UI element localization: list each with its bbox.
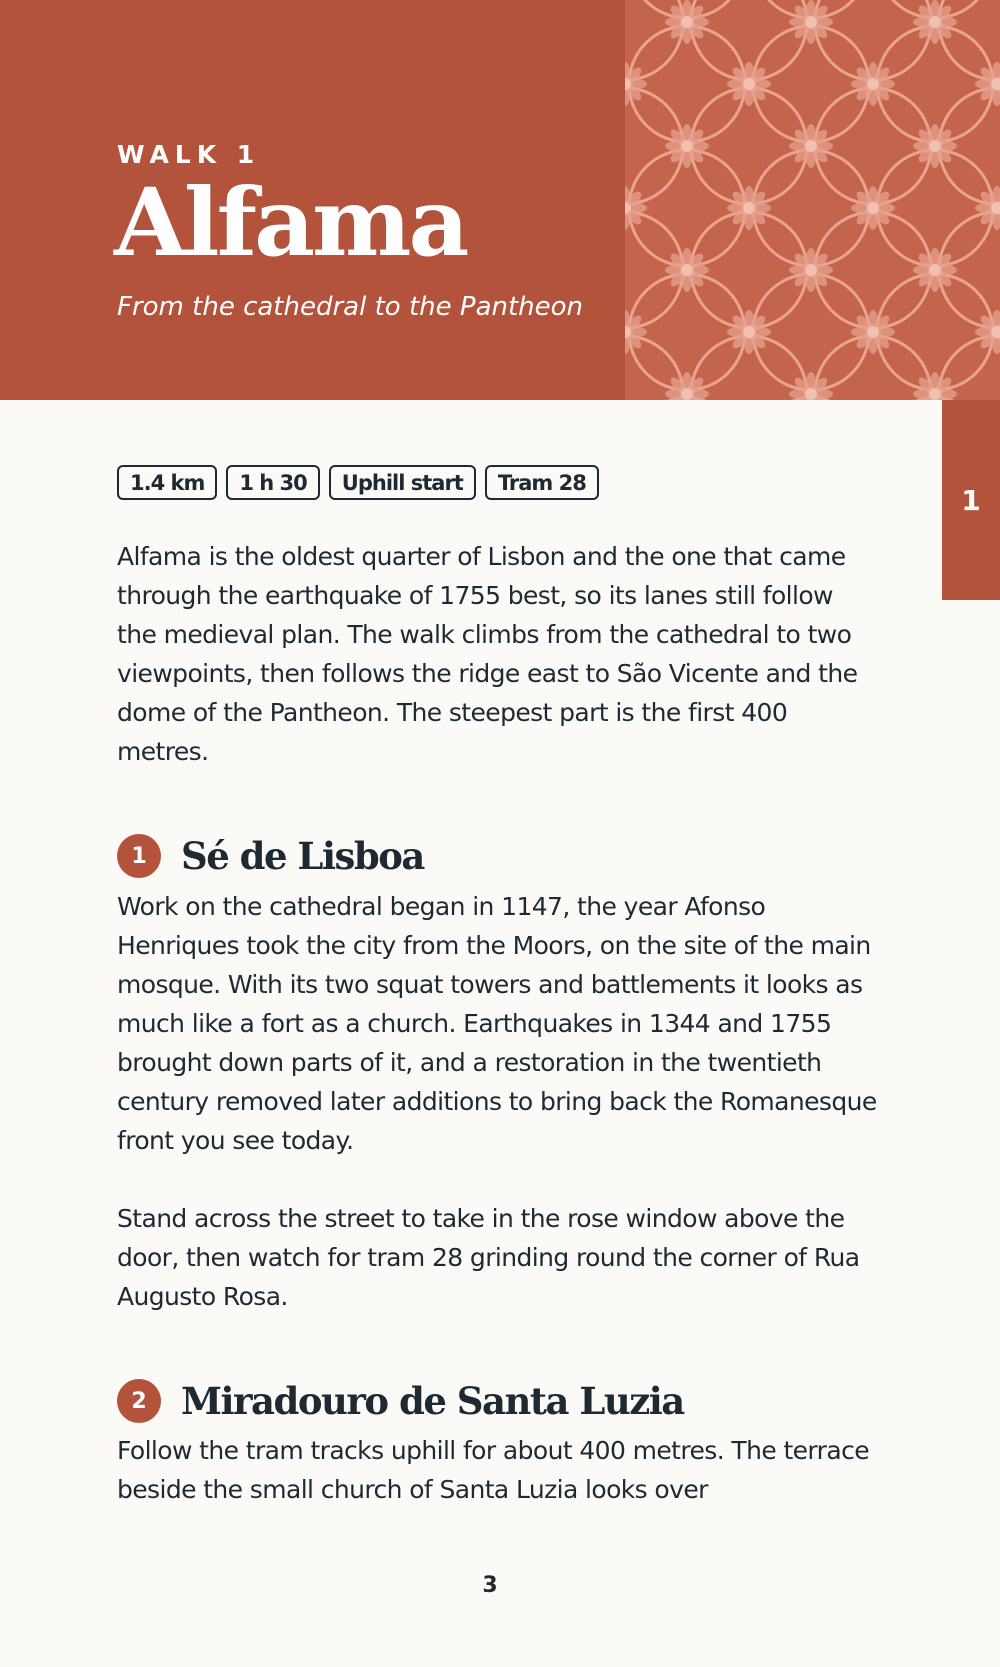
intro-paragraph: Alfama is the oldest quarter of Lisbon and the one that came through the earthquake of 1755 best, so its lanes still follow the medieval plan. The walk climbs from the cathedral to two viewpoints, then follows the ridge east to São Vicente and the dome of the Pantheon. The steepest part is the first 400 metres.: [117, 542, 858, 766]
difficulty-tag: Uphill start: [329, 465, 476, 500]
stop-paragraph: Work on the cathedral began in 1147, the year Afonso Henriques took the city from the Moors, on the site of the main mosque. With its two squat towers and battlements it looks as much like a fort as a church. Earthquakes in 1344 and 1755 brought down parts of it, and a restoration in the twentieth century removed later additions to bring back the Romanesque front you see today.: [117, 892, 877, 1155]
stop-title: Miradouro de Santa Luzia: [181, 1379, 684, 1423]
chapter-tab[interactable]: [942, 400, 1000, 600]
chapter-header: [0, 0, 1000, 400]
page-number: 3: [482, 1573, 498, 1598]
distance-tag: 1.4 km: [117, 465, 217, 500]
stop-heading: [117, 1379, 684, 1423]
stop-paragraph: Stand across the street to take in the rose window above the door, then watch for tram 28 grinding round the corner of Rua Augusto Rosa.: [117, 1204, 860, 1311]
transport-tag: Tram 28: [485, 465, 599, 500]
walk-number: WALK 1: [117, 140, 261, 169]
stop-number-badge: 2: [117, 1379, 161, 1423]
duration-tag: 1 h 30: [226, 465, 319, 500]
stop-number-badge: 1: [117, 834, 161, 878]
walk-title: Alfama: [114, 168, 467, 278]
stop-heading: [117, 834, 424, 878]
azulejo-pattern-icon: [625, 0, 1000, 400]
stop-title: Sé de Lisboa: [181, 834, 424, 878]
stop-paragraph: Follow the tram tracks uphill for about 400 metres. The terrace beside the small church of Santa Luzia looks over: [117, 1436, 869, 1504]
walk-subtitle: From the cathedral to the Pantheon: [117, 292, 584, 322]
chapter-tab-label: 1: [961, 483, 981, 517]
walk-facts: [117, 465, 599, 500]
